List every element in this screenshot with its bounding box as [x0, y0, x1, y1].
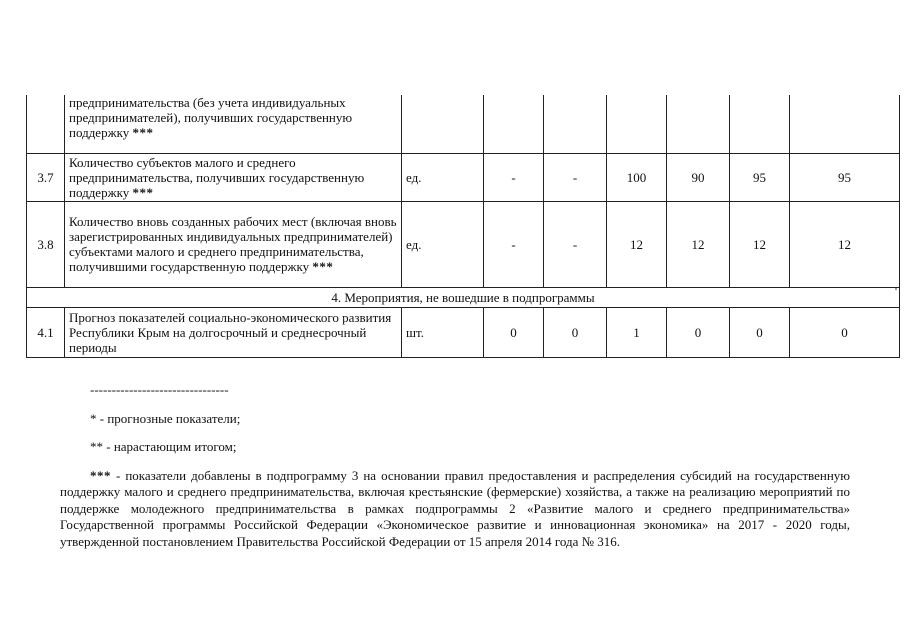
value-cell: 12 [730, 201, 790, 287]
value-cell: 12 [667, 201, 730, 287]
section-row [27, 287, 900, 307]
table-row [27, 307, 900, 357]
value-cell: 0 [544, 307, 607, 357]
value-cell: - [484, 201, 544, 287]
footnote-added-text: - показатели добавлены в подпрограмму 3 на основании правил предоставления и распределения субсидий на государственную поддержку малого и среднего предпринимательства, включая крестьянские (фермерские) хозяйства, а также на реализацию мероприятий по поддержке молодежного предпринимательства в рамках подпрограммы 2 «Развитие малого и среднего предпринимательства» Государственной программы Российской Федерации «Экономическое развитие и инновационная экономика» на 2017 - 2020 годы, утвержденной постановлением Правительства Российской Федерации от 15 апреля 2014 года № 316. [60, 467, 850, 549]
value-cell: 95 [730, 153, 790, 201]
value-cell: 0 [484, 307, 544, 357]
value-cell: 0 [790, 307, 900, 357]
value-cell: 0 [667, 307, 730, 357]
footnote-separator: -------------------------------- [90, 382, 229, 397]
indicators-table [26, 95, 900, 358]
table-row [27, 95, 900, 153]
value-cell: - [544, 201, 607, 287]
unit-cell: шт. [402, 307, 484, 357]
indicator-name-text: Прогноз показателей социально-экономического развития Республики Крым на долгосрочный и среднесрочный периоды [69, 309, 392, 355]
value-cell: 12 [790, 201, 900, 287]
value-cell: 90 [667, 153, 730, 201]
value-cell: 0 [730, 307, 790, 357]
footnote-added-indicators [60, 468, 850, 551]
value-cell: 1 [607, 307, 667, 357]
value-cell: - [544, 153, 607, 201]
indicator-name-text: Количество субъектов малого и среднего предпринимательства, получивших государственную поддержку [69, 154, 365, 200]
indicator-name-text: Количество вновь созданных рабочих мест (включая вновь зарегистрированных индивидуальных предпринимателей) субъектами малого и среднего предпринимательства, получившими государственную поддержку [69, 214, 397, 274]
table-row [27, 153, 900, 201]
value-cell: 12 [607, 201, 667, 287]
table-row [27, 201, 900, 287]
indicator-name-text: предпринимательства (без учета индивидуальных предпринимателей), получивших государственную поддержку [69, 95, 353, 140]
value-cell: 100 [607, 153, 667, 201]
indicator-footnote-mark: *** [132, 184, 154, 200]
footnote-forecast: * - прогнозные показатели; [90, 410, 241, 426]
indicator-name [65, 153, 402, 201]
row-number: 4.1 [27, 307, 65, 357]
indicator-name [65, 95, 402, 153]
row-number: 3.8 [27, 201, 65, 287]
indicator-footnote-mark: *** [132, 125, 154, 140]
unit-cell: ед. [402, 201, 484, 287]
value-cell: - [484, 153, 544, 201]
indicator-footnote-mark: *** [312, 259, 334, 274]
footnotes [60, 382, 850, 550]
row-number: 3.7 [27, 153, 65, 201]
value-cell [484, 95, 544, 153]
value-cell: 95 [790, 153, 900, 201]
indicator-name [65, 201, 402, 287]
value-cell [730, 95, 790, 153]
value-cell [790, 95, 900, 153]
unit-cell: ед. [402, 153, 484, 201]
indicator-name [65, 307, 402, 357]
value-cell [667, 95, 730, 153]
footnote-added-mark: *** [90, 467, 111, 483]
unit-cell [402, 95, 484, 153]
value-cell [607, 95, 667, 153]
section-title: 4. Мероприятия, не вошедшие в подпрограммы [27, 287, 900, 307]
value-cell [544, 95, 607, 153]
scan-artifact [895, 288, 897, 290]
footnote-cumulative: ** - нарастающим итогом; [90, 439, 237, 454]
row-number [27, 95, 65, 153]
